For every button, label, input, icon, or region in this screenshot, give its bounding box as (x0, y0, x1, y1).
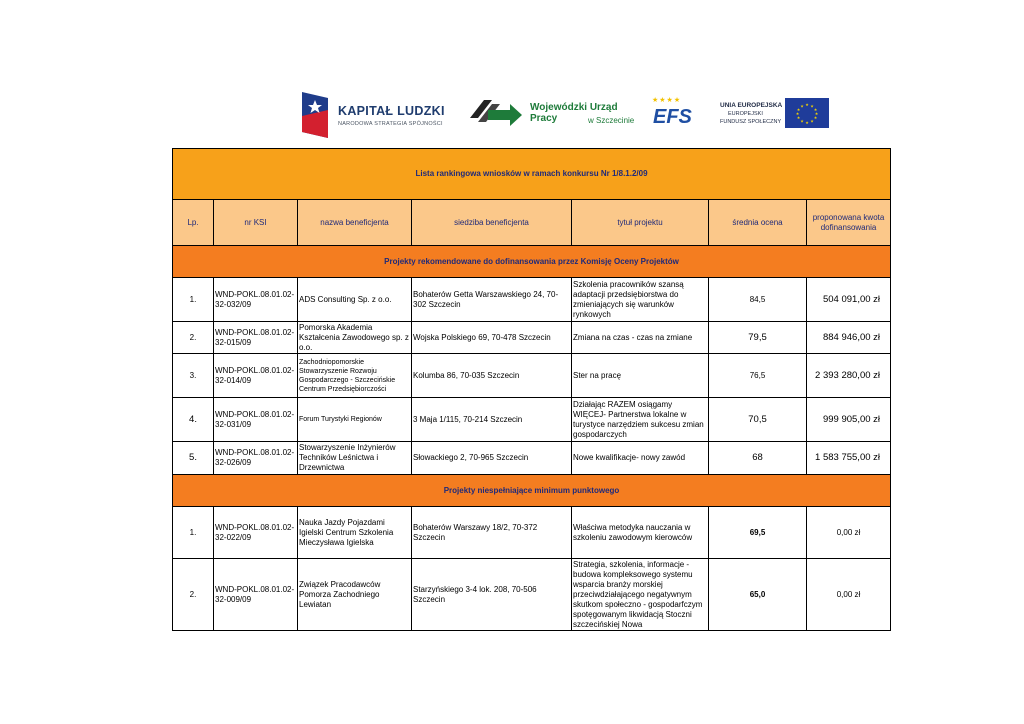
svg-text:★: ★ (800, 118, 804, 124)
cell-ksi: WND-POKL.08.01.02-32-022/09 (214, 507, 298, 559)
cell-score: 68 (709, 442, 807, 475)
cell-lp: 3. (173, 354, 214, 398)
cell-seat: Słowackiego 2, 70-965 Szczecin (412, 442, 572, 475)
cell-amount: 0,00 zł (807, 507, 891, 559)
cell-score: 79,5 (709, 322, 807, 354)
efs-logo (650, 88, 700, 144)
cell-name: Zachodniopomorskie Stowarzyszenie Rozwoju Gospodarczego - Szczecińskie Centrum Przedsiębiorczości (298, 354, 412, 398)
header-name: nazwa beneficjenta (298, 200, 412, 246)
wup-logo (470, 88, 635, 144)
cell-ksi: WND-POKL.08.01.02-32-031/09 (214, 398, 298, 442)
cell-project: Nowe kwalifikacje- nowy zawód (572, 442, 709, 475)
cell-project: Ster na pracę (572, 354, 709, 398)
cell-seat: Kolumba 86, 70-035 Szczecin (412, 354, 572, 398)
eu-logo (718, 88, 830, 144)
cell-lp: 1. (173, 507, 214, 559)
cell-seat: Bohaterów Warszawy 18/2, 70-372 Szczecin (412, 507, 572, 559)
cell-project: Szkolenia pracowników szansą adaptacji przedsiębiorstwa do zmieniających się warunków rynkowych (572, 278, 709, 322)
cell-seat: 3 Maja 1/115, 70-214 Szczecin (412, 398, 572, 442)
cell-amount: 504 091,00 zł (807, 278, 891, 322)
table-row (173, 278, 891, 322)
cell-score: 65,0 (709, 559, 807, 631)
cell-lp: 1. (173, 278, 214, 322)
cell-name: Związek Pracodawców Pomorza Zachodniego Lewiatan (298, 559, 412, 631)
section-title: Projekty rekomendowane do dofinansowania przez Komisję Oceny Projektów (173, 246, 891, 278)
cell-score: 84,5 (709, 278, 807, 322)
svg-text:★: ★ (810, 103, 814, 109)
cell-name: Stowarzyszenie Inżynierów Techników Leśnictwa i Drzewnictwa (298, 442, 412, 475)
cell-score: 76,5 (709, 354, 807, 398)
cell-ksi: WND-POKL.08.01.02-32-014/09 (214, 354, 298, 398)
svg-text:★: ★ (800, 103, 804, 109)
cell-amount: 999 905,00 zł (807, 398, 891, 442)
cell-seat: Starzyńskiego 3-4 lok. 208, 70-506 Szczecin (412, 559, 572, 631)
cell-project: Strategia, szkolenia, informacje - budowa kompleksowego systemu wsparcia branży morskiej przeciwdziałającego negatywnym skutkom społeczno - gospodarfczym spotęgowanym likwidacją Stoczni szczecińskiej Nowa (572, 559, 709, 631)
cell-seat: Wojska Polskiego 69, 70-478 Szczecin (412, 322, 572, 354)
cell-seat: Bohaterów Getta Warszawskiego 24, 70-302 Szczecin (412, 278, 572, 322)
table-row (173, 354, 891, 398)
cell-lp: 2. (173, 322, 214, 354)
table-title-row (173, 149, 891, 200)
cell-amount: 884 946,00 zł (807, 322, 891, 354)
header-project: tytuł projektu (572, 200, 709, 246)
header-amount: proponowana kwota dofinansowania (807, 200, 891, 246)
cell-name: ADS Consulting Sp. z o.o. (298, 278, 412, 322)
cell-name: Forum Turystyki Regionów (298, 398, 412, 442)
cell-score: 69,5 (709, 507, 807, 559)
wup-title: Wojewódzki Urząd Pracy (530, 102, 618, 124)
section-title-row (173, 246, 891, 278)
cell-lp: 4. (173, 398, 214, 442)
kapital-ludzki-subtitle: NARODOWA STRATEGIA SPÓJNOŚCI (338, 121, 443, 127)
section-title-row (173, 475, 891, 507)
wup-subtitle: w Szczecinie (588, 116, 635, 125)
cell-ksi: WND-POKL.08.01.02-32-032/09 (214, 278, 298, 322)
cell-project: Działając RAZEM osiągamy WIĘCEJ- Partnerstwa lokalne w turystyce narzędziem sukcesu zmian gospodarczych (572, 398, 709, 442)
eu-flag-icon (785, 98, 829, 128)
cell-amount: 1 583 755,00 zł (807, 442, 891, 475)
header-lp: Lp. (173, 200, 214, 246)
header-row (173, 200, 891, 246)
cell-ksi: WND-POKL.08.01.02-32-026/09 (214, 442, 298, 475)
cell-amount: 2 393 280,00 zł (807, 354, 891, 398)
efs-stars-icon: ★★★★ (652, 97, 682, 104)
svg-text:★: ★ (814, 111, 819, 116)
cell-score: 70,5 (709, 398, 807, 442)
cell-amount: 0,00 zł (807, 559, 891, 631)
svg-text:★: ★ (795, 111, 800, 116)
svg-text:★: ★ (796, 115, 801, 120)
svg-text:★: ★ (813, 107, 818, 112)
efs-text: EFS (653, 106, 692, 128)
eu-line-1: UNIA EUROPEJSKA (720, 102, 783, 109)
eu-line-3: FUNDUSZ SPOŁECZNY (720, 119, 782, 125)
cell-project: Zmiana na czas - czas na zmiane (572, 322, 709, 354)
logo-band (0, 88, 1024, 144)
table-row (173, 322, 891, 354)
table-row (173, 398, 891, 442)
kapital-ludzki-flag-icon (300, 90, 330, 140)
cell-name: Pomorska Akademia Kształcenia Zawodowego sp. z o.o. (298, 322, 412, 354)
table-row (173, 559, 891, 631)
table-row (173, 442, 891, 475)
header-seat: siedziba beneficjenta (412, 200, 572, 246)
table-row (173, 507, 891, 559)
svg-text:★: ★ (805, 102, 809, 107)
svg-text:★: ★ (813, 115, 818, 120)
kapital-ludzki-title: KAPITAŁ LUDZKI (338, 104, 445, 118)
svg-text:★: ★ (796, 107, 801, 112)
cell-ksi: WND-POKL.08.01.02-32-009/09 (214, 559, 298, 631)
cell-project: Właściwa metodyka nauczania w szkoleniu zawodowym kierowców (572, 507, 709, 559)
ranking-table (172, 148, 891, 631)
header-ksi: nr KSI (214, 200, 298, 246)
eu-line-2: EUROPEJSKI (728, 111, 763, 117)
table-title: Lista rankingowa wniosków w ramach konkursu Nr 1/8.1.2/09 (173, 149, 891, 200)
svg-text:★: ★ (810, 118, 814, 124)
kapital-ludzki-logo (298, 88, 453, 144)
section-title: Projekty niespełniające minimum punktowego (173, 475, 891, 507)
cell-lp: 2. (173, 559, 214, 631)
svg-text:★: ★ (805, 120, 809, 125)
cell-lp: 5. (173, 442, 214, 475)
cell-ksi: WND-POKL.08.01.02-32-015/09 (214, 322, 298, 354)
wup-arrow-icon (470, 98, 525, 128)
cell-name: Nauka Jazdy Pojazdami Igielski Centrum Szkolenia Mieczysława Igielska (298, 507, 412, 559)
header-score: średnia ocena (709, 200, 807, 246)
